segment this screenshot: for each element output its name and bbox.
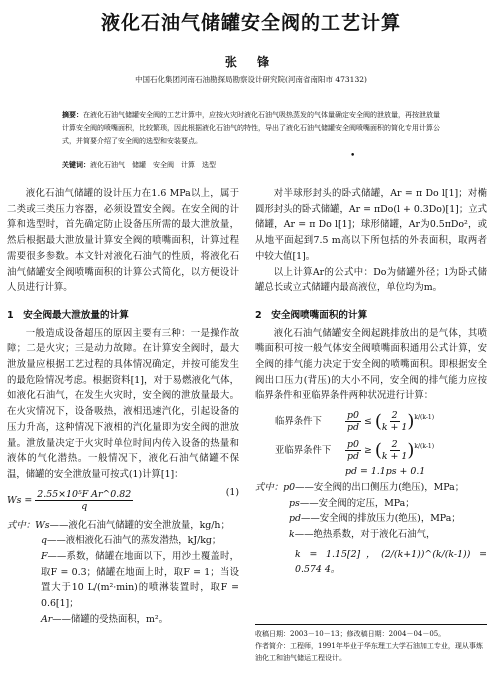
- k-formula: k = 1.15[2]，(2/(k+1))^(k/(k-1)) = 0.574 4。: [295, 548, 487, 576]
- subcritical-label: 亚临界条件下: [275, 444, 332, 456]
- author-name: 张 锋: [224, 55, 278, 69]
- critical-condition: 临界条件下 $\frac{p0}{pd}$ ≤ ( $\frac{2}{k + 1}$ ) k/(k-1): [275, 410, 435, 434]
- footnote-received: 收稿日期：2003－10－13；修改稿日期：2004－04－05。: [255, 630, 446, 638]
- section-2-heading: 2 安全阀喷嘴面积的计算: [255, 309, 368, 321]
- footnote-author: 作者简介：工程师，1991年毕业于华东理工大学石油加工专业，现从事炼油化工和油气储运工程设计。: [255, 642, 483, 662]
- sec2-definitions: [255, 480, 487, 543]
- definition-item: 式中：p0——安全阀的出口侧压力(绝压)，MPa；: [255, 481, 465, 493]
- area-formulas-paragraph: 对半球形封头的卧式储罐，Ar = π Do l[1]；对椭圆形封头的卧式储罐，Ar = πDo(l + 0.3Do)[1]；立式储罐，Ar = π Do l[1]；球形储罐，Ar为0.5πDo²，或从地平面起到7.5 m高以下所包括的外表面积，取两者中较大值[1]。: [255, 188, 487, 262]
- intro-paragraph: 液化石油气储罐的设计压力在1.6 MPa以上，属于二类或三类压力容器，必须设置安全阀。在安全阀的计算和选型时，首先确定防止设备压所需的最大泄放量，然后根据最大泄放量计算安全阀的喷嘴面积，计算过程需要很多参数。本文针对液化石油气的性质，将液化石油气储罐安全阀喷嘴面积的计算公式简化，以方便设计人员进行计算。: [7, 188, 239, 294]
- abstract-label: 摘要：: [62, 110, 83, 119]
- keywords-text: 液化石油气 储罐 安全阀 计算 选型: [90, 161, 216, 169]
- section-2-paragraph: 液化石油气储罐安全阀起跳排放出的是气体，其喷嘴面积可按一般气体安全阀喷嘴面积通用公式计算，安全阀的排气能力决定于安全阀的喷嘴面积。即根据安全阀出口压力(背压)的大小不同，安全阀的排气能力应按临界条件和亚临界条件两种状况进行计算：: [255, 327, 487, 402]
- right-column: [255, 186, 487, 578]
- definition-item: k——绝热系数，对于液化石油气，: [289, 528, 436, 540]
- section-1-heading: 1 安全阀最大泄放量的计算: [7, 309, 129, 321]
- eq1-numerator: 2.55×10⁵F Ar^0.82: [37, 488, 132, 500]
- separator-dot: •: [350, 151, 356, 161]
- pd-formula: pd = 1.1ps + 0.1: [345, 466, 426, 478]
- definition-item: ps——安全阀的定压，MPa；: [289, 497, 415, 509]
- section-1-paragraph: 一般造成设备超压的原因主要有三种：一是操作故障；二是火灾；三是动力故障。在计算安全阀时，最大泄放量应根据工艺过程的具体情况确定，并按可能发生的最危险情况考虑。根据资料[1]，对于易燃液化气体，如液化石油气，在发生火灾时，安全阀的泄放量最大。在火灾情况下，设备吸热，液相迅速汽化，引起设备的压力升高，这种情况下液相的汽化量即为安全阀的泄放量。泄放量决定于火灾时单位时间内传入设备的热量和液体的气化潜热。一般情况下，液化石油气储罐不保温，储罐的安全泄放量可按式(1)计算[1]：: [7, 327, 239, 480]
- definition-item: q——液相液化石油气的蒸发潜热，kJ/kg；: [41, 535, 222, 547]
- area-variables-paragraph: 以上计算Ar的公式中：Do为储罐外径；l为卧式储罐总长或立式储罐内最高液位，单位均为m。: [255, 266, 487, 294]
- abstract: [62, 108, 440, 148]
- footnotes: [255, 628, 487, 664]
- definition-item: F——系数，储罐在地面以下，用沙土覆盖时，取F = 0.3；储罐在地面上时，取F = 1；当设置大于10 L/(m²·min)的喷淋装置时，取F = 0.6[1]；: [41, 551, 239, 610]
- eq1-denominator: q: [81, 500, 88, 512]
- sec1-definitions: [7, 518, 239, 628]
- left-column: [7, 186, 239, 628]
- author-affiliation: 中国石化集团河南石油勘探局勘察设计研究院(河南省南阳市 473132): [135, 75, 367, 84]
- keywords-label: 关键词：: [62, 160, 90, 169]
- definition-item: Ar——储罐的受热面积，m²。: [41, 613, 169, 625]
- definition-item: 式中：Ws——液化石油气储罐的安全泄放量，kg/h；: [7, 519, 230, 531]
- footnote-divider: [255, 624, 487, 625]
- eq1-number: (1): [225, 486, 239, 498]
- subcritical-condition: 亚临界条件下 $\frac{p0}{pd}$ ≥ ( $\frac{2}{k + 1}$ ) k/(k-1): [275, 439, 435, 463]
- keywords: [62, 160, 440, 170]
- definition-item: pd——安全阀的排放压力(绝压)，MPa；: [289, 513, 461, 525]
- critical-label: 临界条件下: [275, 415, 322, 427]
- abstract-text: 在液化石油气储罐安全阀的工艺计算中，应按火灾时液化石油气吸热蒸发的气体量确定安全阀的泄放量，再按泄放量计算安全阀的喷嘴面积，比较繁琐，因此根据液化石油气的特性，导出了液化石油气储罐安全阀喷嘴面积的简化专用计算公式，并简要介绍了安全阀的选型和安装要点。: [62, 111, 440, 145]
- equation-1: [7, 485, 239, 516]
- paper-title: 液化石油气储罐安全阀的工艺计算: [100, 12, 401, 34]
- eq1-lhs: Ws =: [7, 494, 33, 506]
